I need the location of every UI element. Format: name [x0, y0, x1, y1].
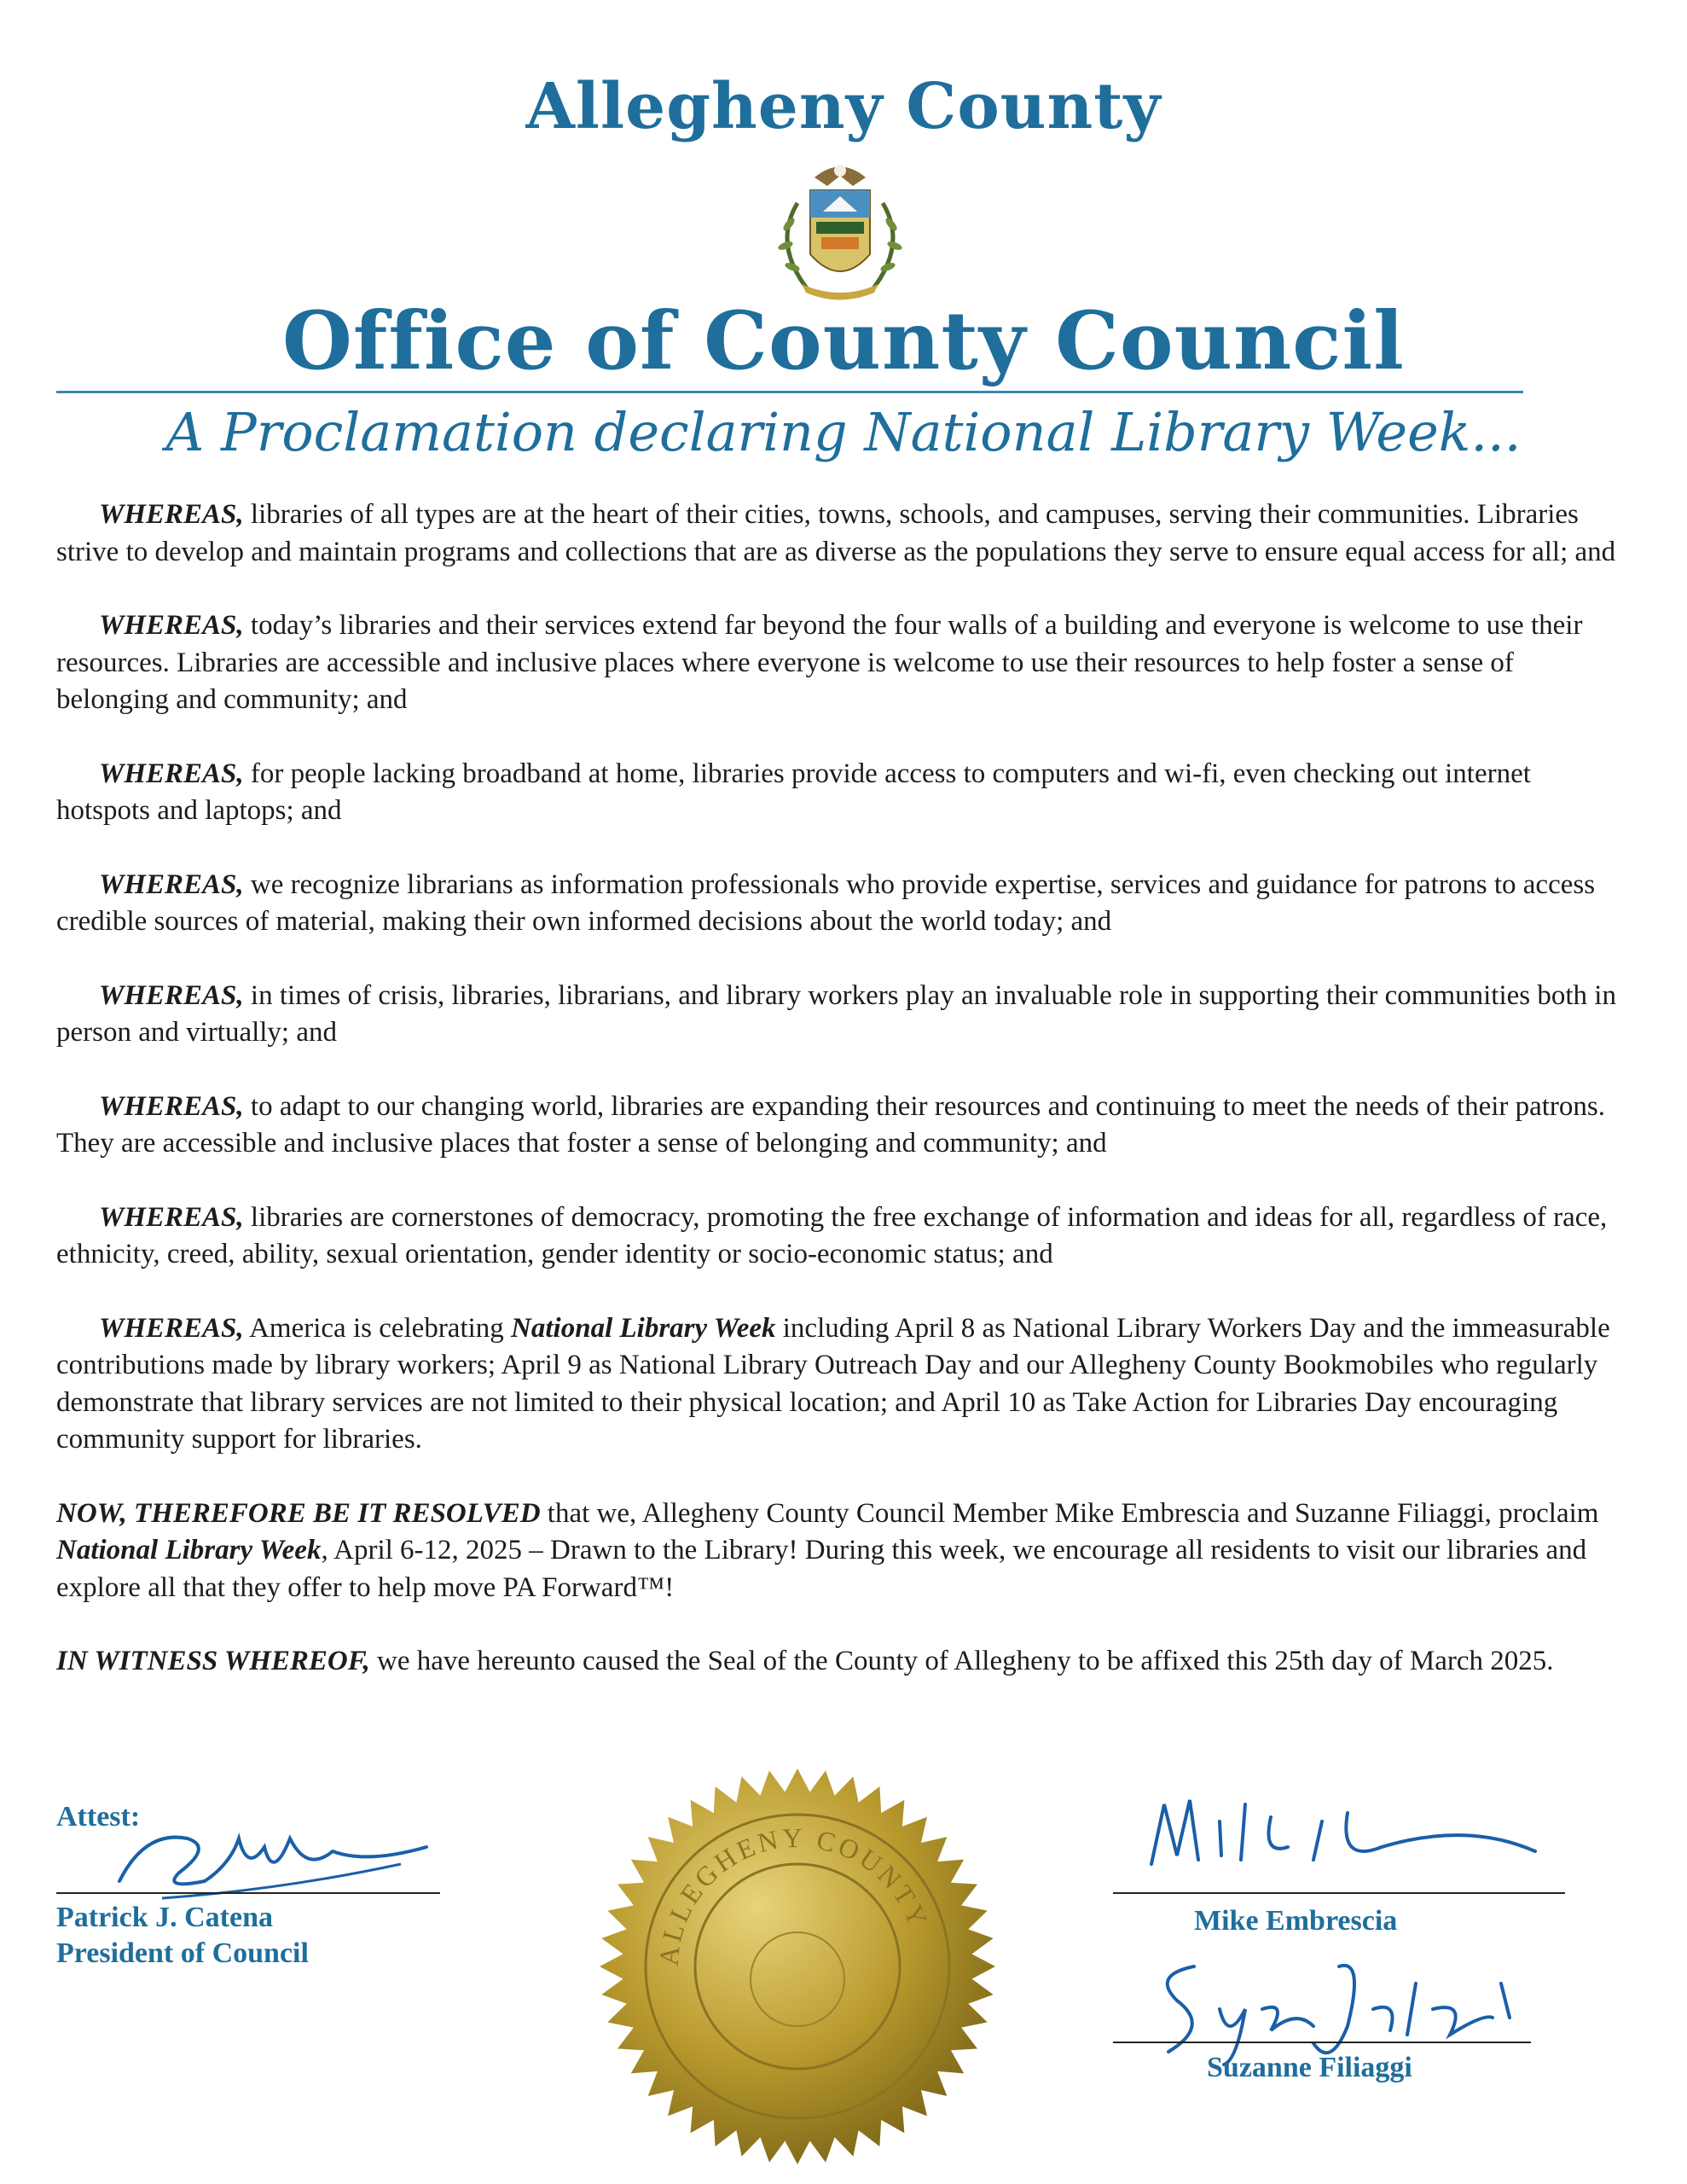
paragraph-text: America is celebrating [243, 1312, 512, 1344]
witness-keyword: IN WITNESS WHEREOF, [56, 1646, 370, 1676]
embrescia-signature [1143, 1787, 1544, 1881]
paragraph-text: we have hereunto caused the Seal of the County of Allegheny to be affixed this 25th day of March 2025. [369, 1646, 1554, 1676]
whereas-keyword: WHEREAS, [99, 868, 244, 900]
proclamation-body [56, 497, 1619, 1717]
paragraph-text: libraries are cornerstones of democracy, promoting the free exchange of information and ideas for all, regardless of race, ethnicity, creed, ability, sexual orientation, gender identity or socio-economic status; and [56, 1201, 1608, 1269]
office-title: Office of County Council [282, 294, 1405, 388]
national-library-week-emphasis: National Library Week [511, 1312, 776, 1344]
paragraph-text: , April 6-12, 2025 – Drawn to the Library! During this week, we encourage all residents to visit our libraries and explore all that they offer to help move PA Forward™! [56, 1535, 1587, 1603]
whereas-paragraph [56, 497, 1619, 571]
attest-label: Attest: [56, 1801, 141, 1833]
paragraph-text: in times of crisis, libraries, librarians, and library workers play an invaluable role in supporting their communities both in person and virtually; and [56, 979, 1616, 1048]
paragraph-text: for people lacking broadband at home, libraries provide access to computers and wi-fi, even checking out internet hotspots and laptops; and [56, 758, 1531, 826]
signature-line [1113, 2042, 1531, 2043]
whereas-keyword: WHEREAS, [99, 758, 244, 789]
whereas-keyword: WHEREAS, [99, 610, 244, 641]
gold-county-seal-icon [597, 1766, 998, 2167]
national-library-week-emphasis: National Library Week [56, 1535, 322, 1565]
member-name-embrescia: Mike Embrescia [1194, 1905, 1398, 1937]
paragraph-text: including April 8 as National Library Workers Day and the immeasurable contributions made by library workers; April 9 as National Library Outreach Day and our Allegheny County Bookmobiles who regularly demonstrate that library services are not limited to their physical location; and April 10 as Take Action for Libraries Day encouraging community support for libraries. [56, 1312, 1610, 1455]
whereas-paragraph [56, 978, 1619, 1052]
paragraph-text: today’s libraries and their services extend far beyond the four walls of a building and everyone is welcome to use their resources. Libraries are accessible and inclusive places where everyone is welcome to use their resources to help foster a sense of belonging and community; and [56, 610, 1583, 715]
signature-line [1113, 1892, 1565, 1894]
paragraph-text: that we, Allegheny County Council Member Mike Embrescia and Suzanne Filiaggi, proclaim [540, 1497, 1599, 1529]
president-title: President of Council [56, 1937, 309, 1969]
whereas-keyword: WHEREAS, [99, 1201, 244, 1233]
whereas-keyword: WHEREAS, [99, 1090, 244, 1122]
signature-line [56, 1892, 440, 1894]
whereas-keyword: WHEREAS, [99, 979, 244, 1011]
whereas-paragraph [56, 607, 1619, 719]
whereas-paragraph [56, 867, 1619, 941]
whereas-paragraph [56, 756, 1619, 830]
whereas-paragraph [56, 1310, 1619, 1459]
county-title: Allegheny County [525, 70, 1162, 143]
seal-text: ALLEGHENY COUNTY [652, 1821, 936, 1967]
member-name-filiaggi: Suzanne Filiaggi [1207, 2052, 1412, 2083]
header-divider [56, 391, 1523, 393]
whereas-paragraph [56, 1199, 1619, 1274]
paragraph-text: we recognize librarians as information professionals who provide expertise, services and guidance for patrons to access credible sources of material, making their own informed decisions about the world today; and [56, 868, 1596, 937]
proclamation-subtitle: A Proclamation declaring National Library Week... [165, 401, 1522, 463]
paragraph-text: to adapt to our changing world, libraries are expanding their resources and continuing to meet the needs of their patrons. They are accessible and inclusive places that foster a sense of belonging and community; and [56, 1090, 1606, 1159]
resolved-keyword: NOW, THEREFORE BE IT RESOLVED [56, 1497, 541, 1529]
whereas-paragraph [56, 1089, 1619, 1163]
paragraph-text: libraries of all types are at the heart of their cities, towns, schools, and campuses, serving their communities. Libraries strive to develop and maintain programs and collections that are as diverse as the populations they serve to ensure equal access for all; and [56, 499, 1616, 567]
whereas-keyword: WHEREAS, [99, 499, 244, 530]
president-name: Patrick J. Catena [56, 1902, 274, 1933]
whereas-keyword: WHEREAS, [99, 1312, 244, 1344]
witness-paragraph [56, 1643, 1619, 1681]
pennsylvania-coat-of-arms-icon [763, 152, 917, 305]
resolved-paragraph [56, 1496, 1619, 1607]
